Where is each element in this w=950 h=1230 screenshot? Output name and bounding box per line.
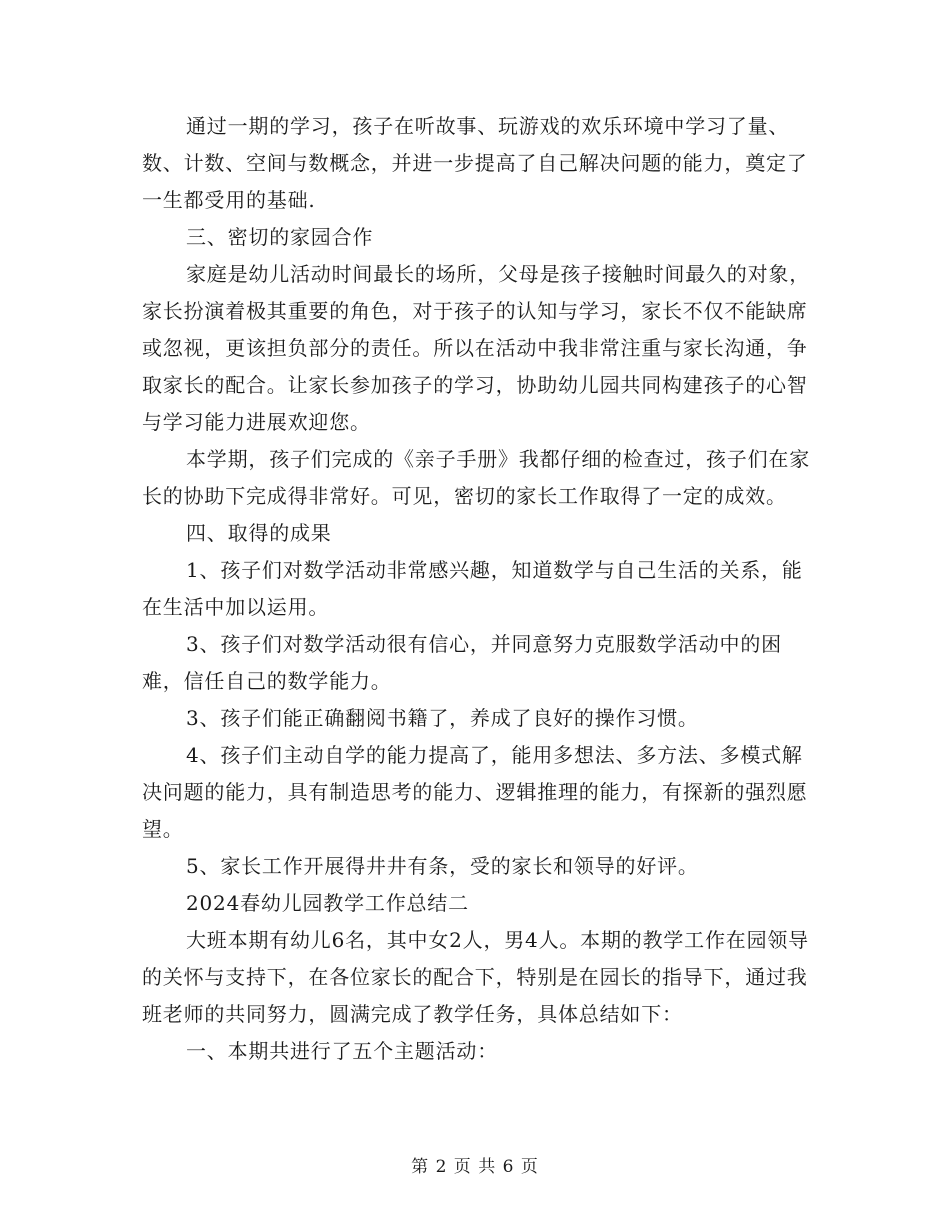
- list-item-achievement-5: 5、家长工作开展得井井有条，受的家长和领导的好评。: [186, 854, 699, 878]
- paragraph-class-overview: 大班本期有幼儿6名，其中女2人，男4人。本期的教学工作在园领导的关怀与支持下，在各位家长的配合下，特别是在园长的指导下，通过我班老师的共同努力，圆满完成了教学任务，具体总结如下：: [142, 928, 809, 1026]
- list-item-achievement-2: 3、孩子们对数学活动很有信心，并同意努力克服数学活动中的困难，信任自己的数学能力。: [142, 632, 782, 693]
- document-body: [142, 108, 817, 1070]
- paragraph-parent-handbook: 本学期，孩子们完成的《亲子手册》我都仔细的检查过，孩子们在家长的协助下完成得非常好。可见，密切的家长工作取得了一定的成效。: [142, 447, 810, 508]
- document-title-part-two: 2024春幼儿园教学工作总结二: [186, 891, 469, 915]
- list-item-achievement-3: 3、孩子们能正确翻阅书籍了，养成了良好的操作习惯。: [186, 706, 699, 730]
- list-item-achievement-1: 1、孩子们对数学活动非常感兴趣，知道数学与自己生活的关系，能在生活中加以运用。: [142, 558, 803, 619]
- section-heading-achievements: 四、取得的成果: [186, 521, 332, 545]
- list-item-achievement-4: 4、孩子们主动自学的能力提高了，能用多想法、多方法、多模式解决问题的能力，具有制造思考的能力、逻辑推理的能力，有探新的强烈愿望。: [142, 743, 808, 841]
- section-heading-theme-activities: 一、本期共进行了五个主题活动：: [186, 1039, 498, 1063]
- paragraph-learning-summary: 通过一期的学习，孩子在听故事、玩游戏的欢乐环境中学习了量、数、计数、空间与数概念，并进一步提高了自己解决问题的能力，奠定了一生都受用的基础.: [142, 114, 808, 212]
- paragraph-family-role: 家庭是幼儿活动时间最长的场所，父母是孩子接触时间最久的对象，家长扮演着极其重要的角色，对于孩子的认知与学习，家长不仅不能缺席或忽视，更该担负部分的责任。所以在活动中我非常注重与家长沟通，争取家长的配合。让家长参加孩子的学习，协助幼儿园共同构建孩子的心智与学习能力进展欢迎您。: [142, 262, 810, 434]
- section-heading-home-school-cooperation: 三、密切的家园合作: [186, 225, 374, 249]
- page-number-footer: 第 2 页 共 6 页: [411, 1157, 539, 1177]
